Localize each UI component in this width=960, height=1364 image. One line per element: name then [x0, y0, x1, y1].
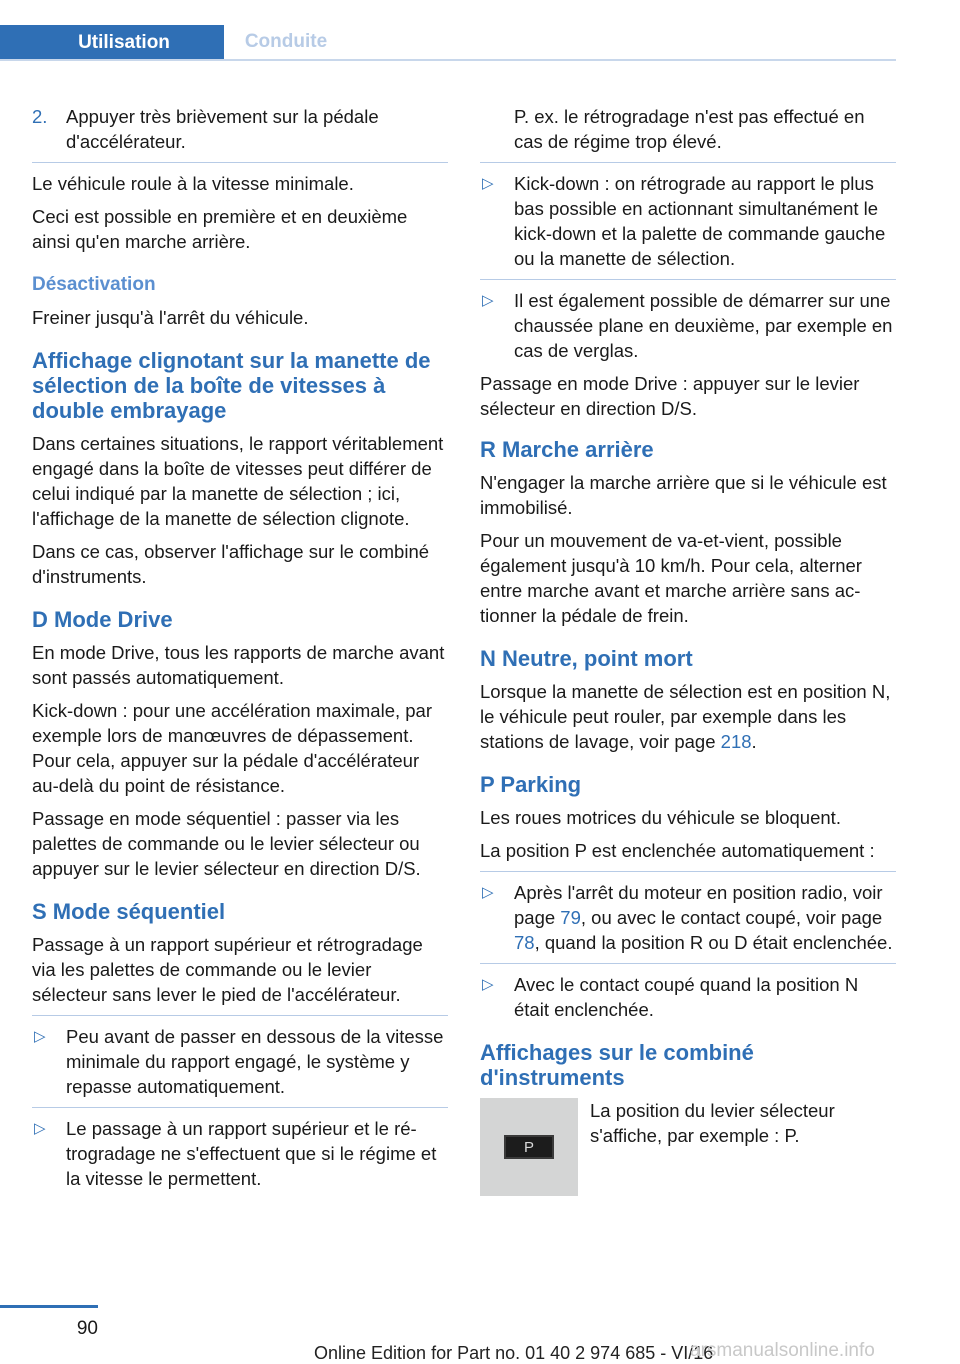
paragraph: Le véhicule roule à la vitesse minimale.	[32, 173, 354, 194]
edition-label: Online Edition for Part no. 01 40 2 974 685 - VI/16	[314, 1343, 714, 1363]
tab-utilisation[interactable]: Utilisation	[0, 25, 224, 61]
divider	[480, 279, 896, 280]
page-link-218[interactable]: 218	[720, 731, 752, 752]
divider	[480, 963, 896, 964]
bullet-item	[32, 1024, 448, 1099]
divider	[32, 162, 448, 163]
paragraph: Kick-down : pour une accélération maximale, par exemple lors de manœuvres de dépassement. Pour cela, appuyer sur la pédale d'accélérateur au-delà du point de résistance.	[32, 700, 432, 796]
paragraph: La position P est enclenchée automatiquement :	[480, 840, 875, 861]
numbered-step	[32, 104, 448, 154]
heading-mode-sequentiel: S Mode séquentiel	[32, 899, 226, 924]
bullet-item	[480, 171, 896, 271]
instrument-display-image	[480, 1098, 578, 1196]
header-tabs	[0, 25, 896, 61]
bullet-continuation	[480, 104, 896, 154]
paragraph: En mode Drive, tous les rapports de marche avant sont passés automatiquement.	[32, 642, 445, 688]
divider	[32, 1015, 448, 1016]
paragraph: Freiner jusqu'à l'arrêt du véhicule.	[32, 307, 309, 328]
paragraph	[480, 679, 896, 754]
bullet-text-part: , ou avec le contact coupé, voir page	[580, 907, 883, 928]
paragraph: N'engager la marche arrière que si le véhicule est immobilisé.	[480, 472, 887, 518]
bullet-text: Avec le contact coupé quand la position N était enclenchée.	[514, 974, 859, 1020]
bullet-text-part: Après l'arrêt du moteur en position radio, voir page	[514, 882, 883, 928]
page-link-79[interactable]: 79	[560, 907, 581, 928]
bullet-text: Kick-down : on rétrograde au rapport le plus bas possible en actionnant simultanément le kick-down et la palette de commande gauche ou la manette de sélection.	[514, 173, 886, 269]
heading-neutre: N Neutre, point mort	[480, 646, 693, 671]
heading-affichages-combine: Affichages sur le combiné d'instruments	[480, 1040, 754, 1090]
triangle-bullet-icon: ▷	[482, 976, 494, 993]
triangle-bullet-icon: ▷	[482, 292, 494, 309]
bullet-text-part: , quand la position R ou D était enclenchée.	[534, 932, 893, 953]
tab-underline	[0, 59, 896, 61]
paragraph: Dans ce cas, observer l'affichage sur le combiné d'instruments.	[32, 541, 430, 587]
bullet-text: P. ex. le rétrogradage n'est pas effectué en cas de régime trop élevé.	[514, 106, 865, 152]
left-column	[32, 104, 448, 1199]
paragraph: Passage à un rapport supérieur et rétrogradage via les palettes de commande ou le levier sélecteur sans lever le pied de l'accélérateur.	[32, 934, 423, 1005]
bullet-text: Le passage à un rapport supérieur et le rétrogradage ne s'effectuent que si le régime et la vitesse le permettent.	[66, 1118, 437, 1189]
paragraph-text: Lorsque la manette de sélection est en position N, le véhicule peut rouler, par exemple dans les stations de lavage, voir page	[480, 681, 891, 752]
triangle-bullet-icon: ▷	[482, 884, 494, 901]
bullet-item	[480, 972, 896, 1022]
step-text: Appuyer très brièvement sur la pédale d'accélérateur.	[66, 106, 379, 152]
triangle-bullet-icon: ▷	[34, 1028, 46, 1045]
right-column	[480, 104, 896, 1196]
gear-indicator-screen: P	[504, 1135, 554, 1159]
triangle-bullet-icon: ▷	[482, 175, 494, 192]
paragraph: Pour un mouvement de va-et-vient, possible également jusqu'à 10 km/h. Pour cela, alterner entre marche avant et marche arrière sans actionner la pédale de frein.	[480, 530, 862, 626]
bullet-text: Peu avant de passer en dessous de la vitesse minimale du rapport engagé, le système y repasse automatiquement.	[66, 1026, 444, 1097]
page-link-78[interactable]: 78	[514, 932, 535, 953]
heading-affichage-clignotant: Affichage clignotant sur la manette de sélection de la boîte de vitesses à double embrayage	[32, 348, 431, 423]
paragraph-text: .	[751, 731, 757, 752]
page-number: 90	[76, 1318, 98, 1339]
watermark-text: arsmanualsonline.info	[690, 1340, 875, 1361]
paragraph: Passage en mode séquentiel : passer via les palettes de commande ou le levier sélecteur ou appuyer sur le levier sélecteur en direction D/S.	[32, 808, 421, 879]
heading-mode-drive: D Mode Drive	[32, 607, 173, 632]
tab-conduite[interactable]: Conduite	[244, 31, 328, 52]
heading-parking: P Parking	[480, 772, 582, 797]
step-number: 2.	[32, 106, 48, 127]
paragraph: Les roues motrices du véhicule se bloquent.	[480, 807, 841, 828]
triangle-bullet-icon: ▷	[34, 1120, 46, 1137]
heading-marche-arriere: R Marche arrière	[480, 437, 654, 462]
divider	[480, 871, 896, 872]
bullet-item	[480, 880, 896, 955]
divider	[480, 162, 896, 163]
instrument-display-text: La position du levier sélecteur s'affiche, par exemple : P.	[590, 1100, 835, 1146]
bullet-item	[480, 288, 896, 363]
paragraph: Ceci est possible en première et en deuxième ainsi qu'en marche arrière.	[32, 206, 408, 252]
bullet-text	[514, 882, 892, 953]
paragraph: Passage en mode Drive : appuyer sur le levier sélecteur en direction D/S.	[480, 373, 860, 419]
instrument-display-row	[480, 1098, 896, 1196]
divider	[32, 1107, 448, 1108]
bullet-item	[32, 1116, 448, 1191]
paragraph: Dans certaines situations, le rapport véritablement engagé dans la boîte de vitesses peut différer de celui indiqué par la manette de sélection ; ici, l'affichage de la manette de sélection clignote.	[32, 433, 444, 529]
bullet-text: Il est également possible de démarrer sur une chaussée plane en deuxième, par exemple en cas de verglas.	[514, 290, 893, 361]
footer-rule	[0, 1305, 98, 1308]
heading-desactivation: Désactivation	[32, 274, 156, 295]
